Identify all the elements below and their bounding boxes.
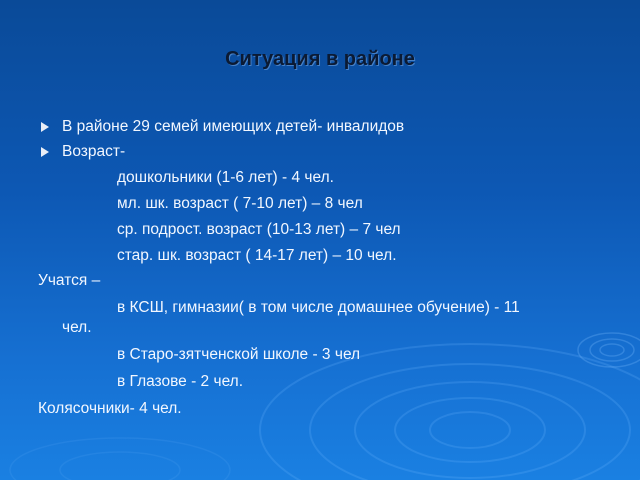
study-ksh-text: в КСШ, гимназии( в том числе домашнее обучение) - 11: [117, 299, 520, 316]
study-ksh-continuation-text: чел.: [62, 319, 92, 336]
slide-title: Ситуация в районе: [225, 48, 415, 70]
age-middle-text: ср. подрост. возраст (10-13 лет) – 7 чел: [117, 221, 401, 238]
study-glazov-text: в Глазове - 2 чел.: [117, 373, 244, 390]
age-junior-text: мл. шк. возраст ( 7-10 лет) – 8 чел: [117, 195, 363, 212]
bullet-arrow-icon: [41, 147, 49, 157]
study-heading-text: Учатся –: [38, 272, 101, 289]
age-senior-text: стар. шк. возраст ( 14-17 лет) – 10 чел.: [117, 247, 397, 264]
age-preschool-text: дошкольники (1-6 лет) - 4 чел.: [117, 169, 334, 186]
bullet-families-text: В районе 29 семей имеющих детей- инвалидов: [62, 118, 405, 135]
bullet-arrow-icon: [41, 122, 49, 132]
study-staro-text: в Старо-зятченской школе - 3 чел: [117, 346, 361, 363]
bullet-age-text: Возраст-: [62, 143, 126, 160]
wheelchair-text: Колясочники- 4 чел.: [38, 400, 182, 417]
